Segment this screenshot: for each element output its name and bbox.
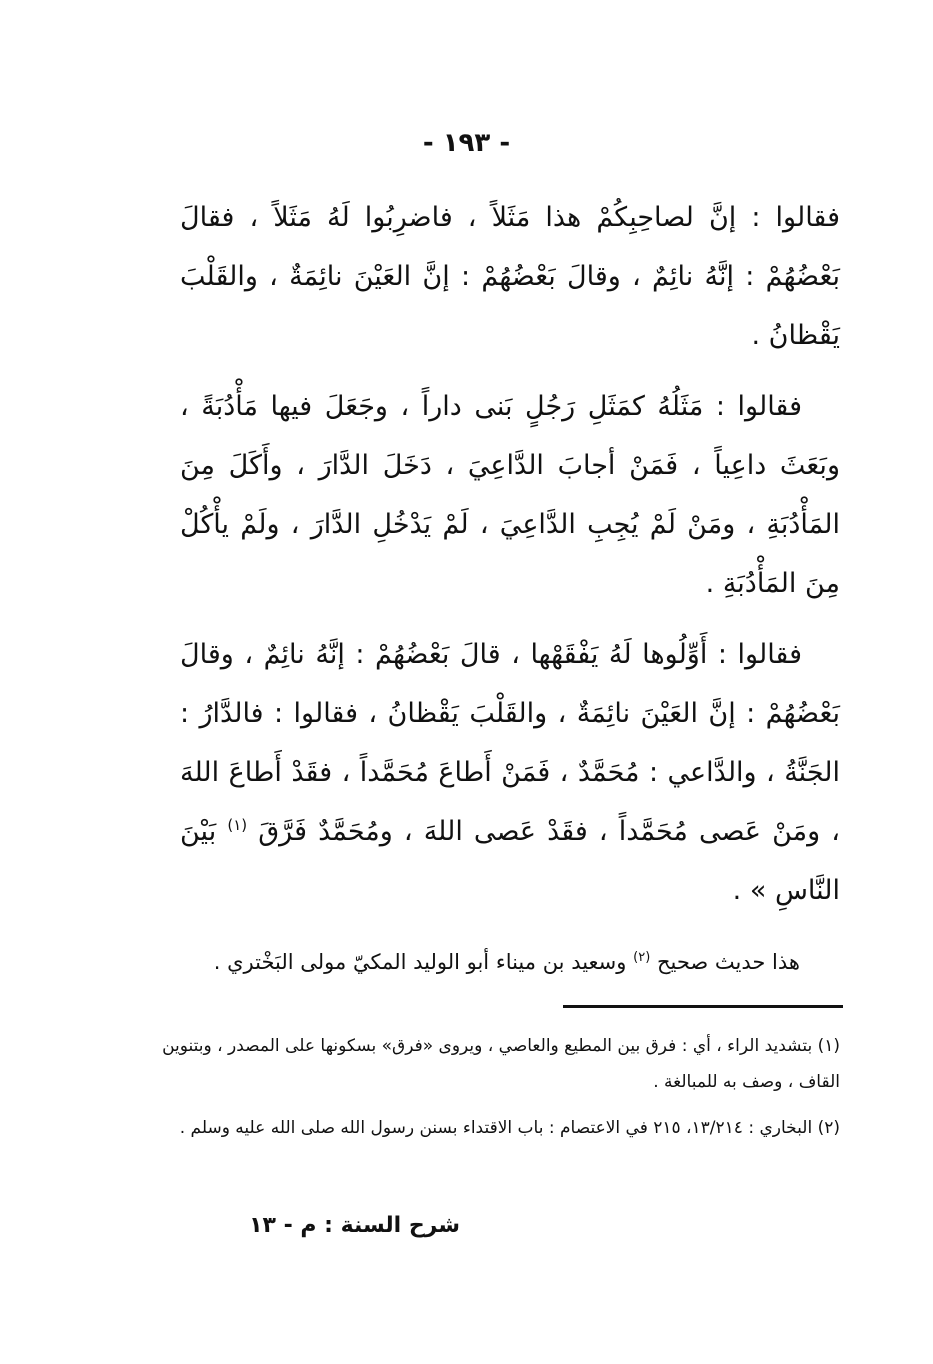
footnote-2: (٢) البخاري : ١٣/٢١٤، ٢١٥ في الاعتصام : باب الاقتداء بسنن رسول الله صلى الله عليه وسلم . bbox=[179, 1118, 840, 1138]
footnote-divider bbox=[563, 1005, 843, 1008]
footnote-mark-2: (٢) bbox=[633, 950, 651, 965]
paragraph-3-text-end: بَيْنَ النَّاسِ » . bbox=[180, 816, 840, 906]
book-signature: شرح السنة : م - ١٣ bbox=[249, 1213, 460, 1238]
note-text-end: وسعيد بن ميناء أبو الوليد المكيّ مولى البَخْتري . bbox=[213, 950, 627, 974]
paragraph-3-text: فقالوا : أَوِّلُوها لَهُ يَفْقَهْها ، قالَ بَعْضُهُمْ : إنَّهُ نائِمٌ ، وقالَ بَعْضُهُمْ : إنَّ العَيْنَ نائِمَةٌ ، والقَلْبَ يَقْظانُ ، فقالوا : فالدَّارُ : الجَنَّةُ ، والدَّاعي : مُحَمَّدٌ ، فَمَنْ أَطاعَ مُحَمَّداً ، فقَدْ أَطاعَ اللهَ ، ومَنْ عَصى مُحَمَّداً ، فقَدْ عَصى اللهَ ، ومُحَمَّدٌ فَرَّقَ bbox=[180, 639, 840, 847]
paragraph-1 bbox=[180, 188, 840, 365]
paragraph-2-text: فقالوا : مَثَلُهُ كمَثَلِ رَجُلٍ بَنى داراً ، وجَعَلَ فيها مَأْدُبَةً ، وبَعَثَ داعِياً ، فَمَنْ أجابَ الدَّاعِيَ ، دَخَلَ الدَّارَ ، وأَكَلَ مِنَ المَأْدُبَةِ ، ومَنْ لَمْ يُجِبِ الدَّاعِيَ ، لَمْ يَدْخُلِ الدَّارَ ، ولَمْ يأْكُلْ مِنَ المَأْدُبَةِ . bbox=[180, 391, 840, 599]
footnotes bbox=[140, 1028, 840, 1156]
page-number: - ١٩٣ - bbox=[422, 128, 511, 158]
paragraph-1-text: فقالوا : إنَّ لصاحِبِكُمْ هذا مَثَلاً ، فاضرِبُوا لَهُ مَثَلاً ، فقالَ بَعْضُهُمْ : إنَّهُ نائِمٌ ، وقالَ بَعْضُهُمْ : إنَّ العَيْنَ نائِمَةٌ ، والقَلْبَ يَقْظانُ . bbox=[180, 202, 840, 351]
note-text: هذا حديث صحيح bbox=[656, 950, 800, 974]
footnote-1: (١) بتشديد الراء ، أي : فرق بين المطيع والعاصي ، ويروى «فرق» بسكونها على المصدر ، وبتنوين القاف ، وصف به للمبالغة . bbox=[162, 1036, 840, 1092]
paragraph-2 bbox=[180, 377, 840, 613]
main-text-body bbox=[180, 188, 840, 920]
authentication-note bbox=[180, 938, 800, 982]
paragraph-3 bbox=[180, 625, 840, 920]
footnote-mark-1: (١) bbox=[227, 816, 248, 834]
